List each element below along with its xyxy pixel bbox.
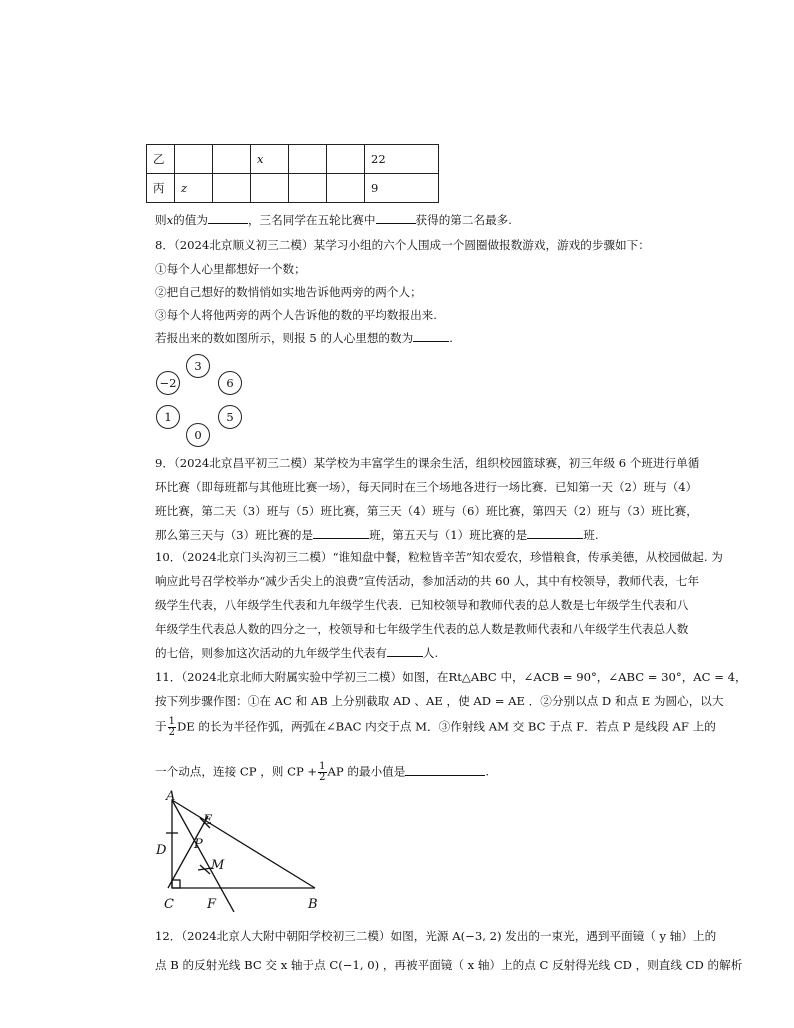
- point-label-m: M: [211, 858, 225, 873]
- q7-text: ，三名同学在五轮比赛中: [247, 213, 376, 227]
- number-circle: 5: [218, 405, 242, 429]
- table-cell: [327, 174, 365, 203]
- point-label-c: C: [164, 897, 174, 912]
- table-cell: [327, 145, 365, 174]
- q7-text: 则: [155, 213, 167, 227]
- table-cell: 丙: [147, 174, 175, 203]
- point-label-p: P: [194, 837, 203, 852]
- q8-text: .: [449, 331, 453, 345]
- point-label-a: A: [166, 789, 176, 804]
- answer-blank[interactable]: [405, 764, 485, 776]
- answer-blank[interactable]: [208, 212, 248, 224]
- fraction-numerator: 1: [168, 716, 175, 727]
- point-label-f: F: [207, 897, 217, 912]
- q10-text: 的七倍，则参加这次活动的九年级学生代表有: [155, 646, 387, 660]
- table-cell: [175, 145, 213, 174]
- number-circle: 1: [156, 405, 180, 429]
- table-cell: x: [251, 145, 289, 174]
- q11-text: DE 的长为半径作弧，两弧在∠BAC 内交于点 M．③作射线 AM 交 BC 于点 F．若点 P 是线段 AF 上的: [176, 719, 716, 734]
- q9-line2: 环比赛（即每班都与其他班比赛一场），每天同时在三个场地各进行一场比赛．已知第一天（2）班与（4）: [155, 480, 698, 494]
- point-label-b: B: [308, 897, 318, 912]
- q7-text: 的值为: [173, 213, 208, 227]
- segment-cp: [168, 816, 208, 888]
- right-angle-mark: [172, 880, 180, 888]
- q8-step1: ①每个人心里都想好一个数；: [155, 262, 306, 276]
- answer-blank[interactable]: [376, 212, 416, 224]
- table-cell: 乙: [147, 145, 175, 174]
- q10-line2: 响应此号召学校举办“减少舌尖上的浪费”宣传活动，参加活动的共 60 人，其中有校领导，教师代表，七年: [155, 574, 700, 588]
- fraction-denominator: 2: [168, 727, 175, 738]
- table-cell: 22: [365, 145, 439, 174]
- table-cell: z: [175, 174, 213, 203]
- q7-text: 获得的第二名最多.: [415, 213, 512, 227]
- table-row: [147, 145, 439, 174]
- q12-line1: 12．（2024北京人大附中朝阳学校初三二模）如图，光源 A(−3, 2) 发出的一束光，遇到平面镜（ y 轴）上的: [155, 929, 717, 943]
- q9-text: 那么第三天与（3）班比赛的是: [155, 528, 314, 542]
- answer-blank[interactable]: [313, 527, 369, 539]
- q11-text: 一个动点，连接 CP ，则 CP +: [155, 764, 318, 779]
- fraction-denominator: 2: [319, 772, 326, 783]
- triangle-figure: [150, 788, 330, 912]
- q9-text: 班.: [583, 528, 599, 542]
- table-cell: [251, 174, 289, 203]
- q9-line1: 9．（2024北京昌平初三二模）某学校为丰富学生的课余生活，组织校园篮球赛，初三年级 6 个班进行单循: [155, 456, 700, 470]
- q11-line1: 11．（2024北京北师大附属实验中学初三二模）如图，在Rt△ABC 中，∠ACB = 90°，∠ABC = 30°，AC = 4，: [155, 670, 747, 684]
- q8-question: [155, 330, 453, 346]
- q8-intro: 8．（2024北京顺义初三二模）某学习小组的六个人围成一个圆圈做报数游戏，游戏的步骤如下：: [155, 238, 650, 252]
- q8-step2: ②把自己想好的数悄悄如实地告诉他两旁的两个人；: [155, 285, 422, 299]
- q11-line2: 按下列步骤作图：①在 AC 和 AB 上分别截取 AD 、AE ，使 AD = AE ．②分别以点 D 和点 E 为圆心，以大: [155, 694, 724, 708]
- q9-line4: [155, 527, 599, 543]
- point-label-d: D: [156, 843, 167, 858]
- fraction: [168, 717, 176, 738]
- table-cell: [213, 174, 251, 203]
- q7-var: x: [166, 213, 174, 227]
- table-cell: [289, 145, 327, 174]
- table-row: [147, 174, 439, 203]
- answer-blank[interactable]: [413, 330, 449, 342]
- answer-blank[interactable]: [387, 645, 423, 657]
- q9-line3: 班比赛，第二天（3）班与（5）班比赛，第三天（4）班与（6）班比赛，第四天（2）班与（3）班比赛，: [155, 504, 698, 518]
- table-cell: [289, 174, 327, 203]
- q11-text: .: [485, 764, 490, 779]
- fraction-numerator: 1: [319, 761, 326, 772]
- q12-line2: 点 B 的反射光线 BC 交 x 轴于点 C(−1, 0) ，再被平面镜（ x 轴）上的点 C 反射得光线 CD ，则直线 CD 的解析: [155, 958, 743, 972]
- number-circle: 0: [186, 423, 210, 447]
- q11-line4: [155, 762, 489, 783]
- q8-step3: ③每个人将他两旁的两个人告诉他的数的平均数报出来.: [155, 308, 437, 322]
- number-circle: 3: [186, 354, 210, 378]
- q8-text: 若报出来的数如图所示，则报 5 的人心里想的数为: [155, 331, 414, 345]
- q10-line5: [155, 645, 438, 661]
- q10-line3: 级学生代表，八年级学生代表和九年级学生代表．已知校领导和教师代表的总人数是七年级学生代表和八: [155, 598, 689, 612]
- q10-line1: 10．（2024北京门头沟初三二模）“谁知盘中餐，粒粒皆辛苦”知农爱农，珍惜粮食，传承美德，从校园做起. 为: [155, 550, 723, 564]
- q11-text: AP 的最小值是: [327, 764, 406, 779]
- q7-answer-line: [155, 212, 512, 228]
- number-circle: −2: [156, 371, 180, 395]
- point-label-e: E: [203, 813, 213, 828]
- fraction: [318, 762, 326, 783]
- table-cell: 9: [365, 174, 439, 203]
- q11-line3: [155, 717, 716, 738]
- score-table: [146, 144, 439, 203]
- number-circle: 6: [218, 371, 242, 395]
- q10-text: 人.: [422, 646, 439, 660]
- table-cell: [213, 145, 251, 174]
- q9-text: 班，第五天与（1）班比赛的是: [369, 528, 528, 542]
- q11-text: 于: [155, 719, 167, 734]
- q10-line4: 年级学生代表总人数的四分之一，校领导和七年级学生代表的总人数是教师代表和八年级学生代表总人数: [155, 622, 689, 636]
- answer-blank[interactable]: [527, 527, 583, 539]
